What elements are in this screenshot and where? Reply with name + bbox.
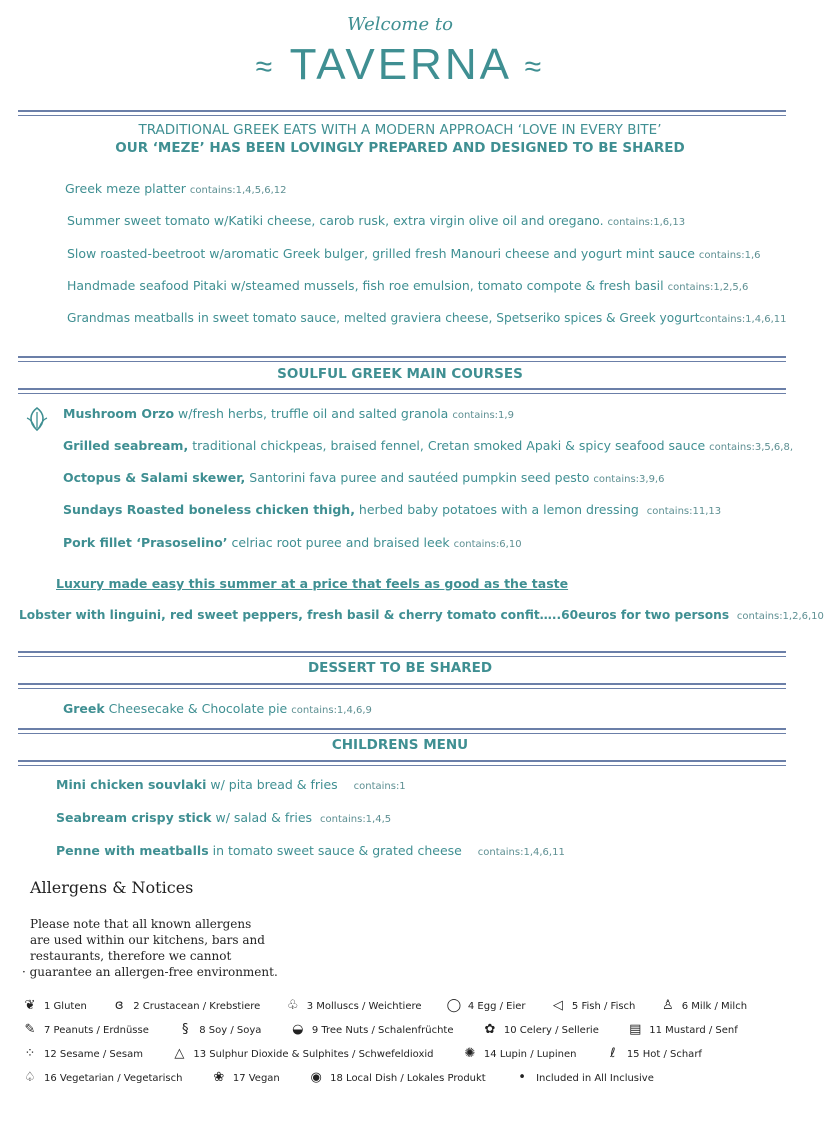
vegan-icon: ❀	[213, 1070, 225, 1085]
peanut-icon: ✎	[24, 1022, 36, 1037]
allergen-legend-row: ❦ 1 Gluten ɞ 2 Crustacean / Krebstiere ♧ 3 Molluscs / Weichtiere ◯ 4 Egg / Eier ◁ 5 Fish / Fisch ♙ 6 Milk / Milch	[22, 998, 747, 1013]
allergen-legend-row: ♤ 16 Vegetarian / Vegetarisch ❀ 17 Vegan ◉ 18 Local Dish / Lokales Produkt • Included in All Inclusive	[22, 1070, 654, 1085]
menu-item-lobster: Lobster with linguini, red sweet peppers, fresh basil & cherry tomato confit…..60euros for two persons contains:1,2,6,10	[19, 608, 824, 622]
menu-item: Mini chicken souvlaki w/ pita bread & fries contains:1	[56, 777, 406, 792]
allergen-legend-row: ✎ 7 Peanuts / Erdnüsse § 8 Soy / Soya ◒ 9 Tree Nuts / Schalenfrüchte ✿ 10 Celery / Sellerie ▤ 11 Mustard / Senf	[22, 1022, 738, 1037]
divider	[18, 388, 786, 394]
mussel-icon: ♧	[286, 998, 299, 1013]
sesame-icon: ⁘	[24, 1046, 36, 1061]
intro-line-2: OUR ‘MEZE’ HAS BEEN LOVINGLY PREPARED AND DESIGNED TO BE SHARED	[115, 140, 685, 156]
menu-item: Pork fillet ‘Prasoselino’ celriac root puree and braised leek contains:6,10	[63, 535, 522, 550]
milk-icon: ♙	[661, 998, 674, 1013]
brand-name: TAVERNA	[289, 40, 510, 89]
notice-line: restaurants, therefore we cannot	[30, 949, 232, 963]
divider	[18, 760, 786, 766]
menu-item: Greek meze platter contains:1,4,5,6,12	[65, 181, 287, 196]
flask-icon: △	[174, 1046, 185, 1061]
fish-icon: ◁	[552, 998, 563, 1013]
welcome-text: Welcome to	[347, 14, 453, 35]
allergens-title: Allergens & Notices	[30, 878, 194, 897]
mustard-icon: ▤	[629, 1022, 642, 1037]
dot-icon: •	[518, 1070, 526, 1085]
pin-icon: ◉	[310, 1070, 322, 1085]
divider	[18, 110, 786, 116]
wave-right-icon: ≈	[524, 50, 545, 84]
menu-item: Mushroom Orzo w/fresh herbs, truffle oil and salted granola contains:1,9	[63, 406, 514, 421]
menu-item: Slow roasted-beetroot w/aromatic Greek bulger, grilled fresh Manouri cheese and yogurt mint sauce contains:1,6	[67, 246, 761, 261]
divider	[18, 683, 786, 689]
egg-icon: ◯	[446, 998, 462, 1013]
menu-item: Summer sweet tomato w/Katiki cheese, carob rusk, extra virgin olive oil and oregano. contains:1,6,13	[67, 213, 686, 228]
shrimp-icon: ɞ	[114, 998, 124, 1013]
leaf-icon: ♤	[24, 1070, 36, 1085]
divider	[18, 356, 786, 362]
notice-line: are used within our kitchens, bars and	[30, 933, 265, 947]
celery-icon: ✿	[484, 1022, 496, 1037]
menu-item: Grandmas meatballs in sweet tomato sauce, melted graviera cheese, Spetseriko spices & Greek yogurtcontains:1,4,6,11	[67, 311, 787, 325]
allergen-legend-row: ⁘ 12 Sesame / Sesam △ 13 Sulphur Dioxide & Sulphites / Schwefeldioxid ✺ 14 Lupin / Lupinen ℓ 15 Hot / Scharf	[22, 1046, 702, 1061]
section-title-mains: SOULFUL GREEK MAIN COURSES	[277, 366, 523, 382]
divider	[18, 728, 786, 734]
intro-line-1: TRADITIONAL GREEK EATS WITH A MODERN APPROACH ‘LOVE IN EVERY BITE’	[138, 122, 662, 138]
nut-icon: ◒	[292, 1022, 304, 1037]
notice-line: · guarantee an allergen-free environment.	[22, 965, 278, 979]
menu-item: Sundays Roasted boneless chicken thigh, herbed baby potatoes with a lemon dressing contains:11,13	[63, 502, 722, 517]
menu-item: Handmade seafood Pitaki w/steamed mussels, fish roe emulsion, tomato compote & fresh basil contains:1,2,5,6	[67, 278, 749, 293]
chili-icon: ℓ	[610, 1046, 616, 1061]
section-title-children: CHILDRENS MENU	[331, 737, 469, 753]
lupin-icon: ✺	[464, 1046, 476, 1061]
menu-item: Seabream crispy stick w/ salad & fries contains:1,4,5	[56, 810, 392, 825]
wheat-icon: ❦	[24, 998, 36, 1013]
menu-item: Octopus & Salami skewer, Santorini fava puree and sautéed pumpkin seed pesto contains:3,9,6	[63, 470, 665, 485]
menu-item: Grilled seabream, traditional chickpeas, braised fennel, Cretan smoked Apaki & spicy seafood sauce contains:3,5,6,8,	[63, 438, 794, 453]
leaf-icon	[24, 406, 50, 432]
soy-icon: §	[182, 1022, 189, 1037]
menu-item: Greek Cheesecake & Chocolate pie contains:1,4,6,9	[63, 701, 372, 716]
section-title-dessert: DESSERT TO BE SHARED	[307, 660, 493, 676]
menu-item: Penne with meatballs in tomato sweet sauce & grated cheese contains:1,4,6,11	[56, 843, 565, 858]
notice-line: Please note that all known allergens	[30, 917, 252, 931]
brand-title	[0, 40, 800, 90]
luxury-tagline: Luxury made easy this summer at a price that feels as good as the taste	[56, 576, 569, 591]
wave-left-icon: ≈	[255, 50, 276, 84]
divider	[18, 651, 786, 657]
